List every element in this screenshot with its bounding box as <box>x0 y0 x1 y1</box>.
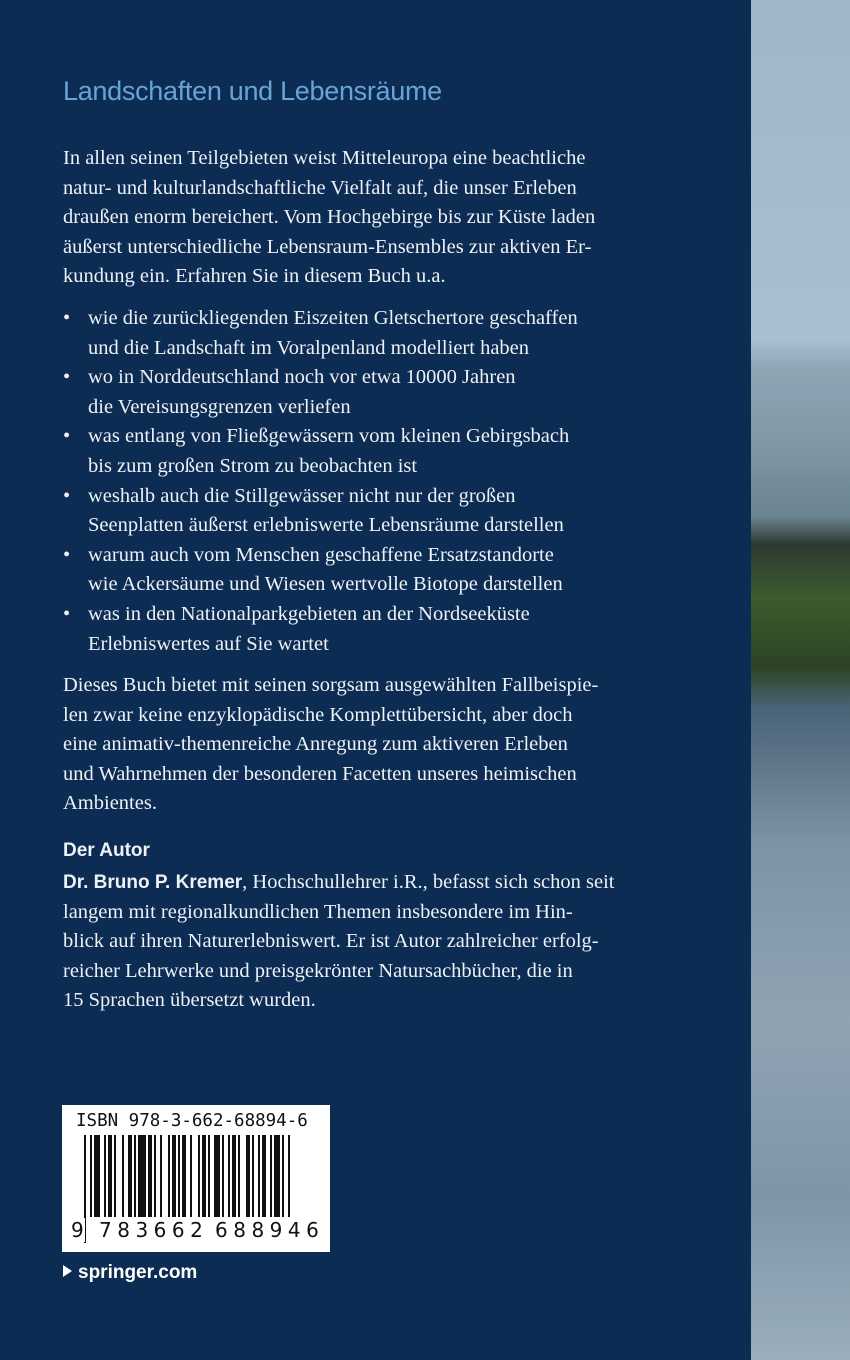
text-line: Seenplatten äußerst erlebniswerte Lebensräume darstellen <box>88 514 564 537</box>
barcode-bar <box>228 1135 230 1217</box>
section-title: Landschaften und Lebensräume <box>63 76 442 106</box>
barcode-bar <box>232 1135 236 1217</box>
text-line: bis zum großen Strom zu beobachten ist <box>88 454 418 477</box>
springer-link-label: springer.com <box>78 1262 198 1283</box>
text-line: natur- und kulturlandschaftliche Vielfalt auf, die unser Erleben <box>63 176 577 199</box>
bullet-list <box>63 304 578 659</box>
text-line: Ambientes. <box>63 792 157 815</box>
text-line: 15 Sprachen übersetzt wurden. <box>63 989 316 1012</box>
barcode-bar <box>190 1135 192 1217</box>
text-line: eine animativ-themenreiche Anregung zum aktiveren Erleben <box>63 733 568 756</box>
barcode-bar <box>178 1135 180 1217</box>
text-line <box>63 868 615 898</box>
bullet-icon: • <box>63 543 71 566</box>
barcode-digits-left: 783662 <box>99 1218 209 1242</box>
barcode-bar <box>288 1135 290 1217</box>
bullet-icon: • <box>63 484 71 507</box>
bullet-icon: • <box>63 366 71 389</box>
barcode-bar <box>128 1135 132 1217</box>
barcode-bar <box>270 1135 272 1217</box>
barcode-bar <box>282 1135 284 1217</box>
barcode-bar <box>262 1135 266 1217</box>
list-item <box>63 363 578 422</box>
bullet-icon: • <box>63 307 71 329</box>
barcode-bar <box>238 1135 240 1217</box>
text-line: weshalb auch die Stillgewässer nicht nur der großen <box>88 484 516 507</box>
text-line: In allen seinen Teilgebieten weist Mitteleuropa eine beachtliche <box>63 147 586 169</box>
text-line: und die Landschaft im Voralpenland modelliert haben <box>88 336 530 359</box>
text-line: wie die zurückliegenden Eiszeiten Gletschertore geschaffen <box>88 307 578 329</box>
list-item <box>63 600 578 659</box>
barcode-bar <box>148 1135 152 1217</box>
arrow-right-icon <box>63 1265 72 1277</box>
barcode-bar <box>208 1135 210 1217</box>
barcode-bar <box>122 1135 124 1217</box>
text-line: äußerst unterschiedliche Lebensraum-Ensembles zur aktiven Er- <box>63 235 592 258</box>
barcode-bar <box>108 1135 112 1217</box>
list-item <box>63 541 578 600</box>
text-line: len zwar keine enzyklopädische Komplettübersicht, aber doch <box>63 703 573 726</box>
barcode-bar <box>134 1135 136 1217</box>
isbn-barcode <box>62 1105 330 1252</box>
list-item <box>63 482 578 541</box>
landscape-photo-strip <box>751 0 850 1360</box>
barcode-bar <box>202 1135 206 1217</box>
barcode-bar <box>138 1135 146 1217</box>
text-line: kundung ein. Erfahren Sie in diesem Buch u.a. <box>63 265 446 288</box>
text-line: die Vereisungsgrenzen verliefen <box>88 395 351 418</box>
text-line: blick auf ihren Naturerlebniswert. Er ist Autor zahlreicher erfolg- <box>63 930 599 953</box>
text-line: und Wahrnehmen der besonderen Facetten unseres heimischen <box>63 762 577 785</box>
barcode-bar <box>172 1135 176 1217</box>
isbn-label: ISBN 978-3-662-68894-6 <box>76 1111 308 1131</box>
text-line: wie Ackersäume und Wiesen wertvolle Biotope darstellen <box>88 573 563 596</box>
list-item <box>63 422 578 481</box>
text-line: wo in Norddeutschland noch vor etwa 10000 Jahren <box>88 366 516 389</box>
barcode-bar <box>246 1135 250 1217</box>
text-line: langem mit regionalkundlichen Themen insbesondere im Hin- <box>63 900 573 923</box>
bullet-icon: • <box>63 425 71 448</box>
text-line: reicher Lehrwerke und preisgekrönter Natursachbücher, die in <box>63 959 573 982</box>
text-line: Erlebniswertes auf Sie wartet <box>88 632 329 655</box>
barcode-bar <box>90 1135 92 1217</box>
springer-link[interactable] <box>63 1262 197 1284</box>
text-line: draußen enorm bereichert. Vom Hochgebirge bis zur Küste laden <box>63 206 596 229</box>
barcode-bar <box>214 1135 220 1217</box>
barcode-bar <box>104 1135 106 1217</box>
list-item <box>63 304 578 363</box>
barcode-bar <box>222 1135 224 1217</box>
author-bio <box>63 868 615 1016</box>
barcode-bar <box>274 1135 280 1217</box>
barcode-bar <box>182 1135 186 1217</box>
text-line: warum auch vom Menschen geschaffene Ersatzstandorte <box>88 543 554 566</box>
text-line: was entlang von Fließgewässern vom kleinen Gebirgsbach <box>88 425 570 448</box>
author-name: Dr. Bruno P. Kremer <box>63 872 243 893</box>
barcode-digits-right: 688946 <box>215 1218 325 1242</box>
barcode-bar <box>160 1135 162 1217</box>
barcode-bar <box>94 1135 100 1217</box>
text-fragment: , Hochschullehrer i.R., befasst sich schon seit <box>242 871 615 893</box>
author-heading: Der Autor <box>63 840 150 861</box>
barcode-bar <box>258 1135 260 1217</box>
text-line: was in den Nationalparkgebieten an der Nordseeküste <box>88 602 530 625</box>
intro-paragraph <box>63 144 595 292</box>
barcode-bar <box>252 1135 254 1217</box>
closing-paragraph <box>63 671 598 819</box>
barcode-bar <box>198 1135 200 1217</box>
text-line: Dieses Buch bietet mit seinen sorgsam ausgewählten Fallbeispie- <box>63 674 599 696</box>
barcode-digit-prefix: 9 <box>71 1218 84 1242</box>
barcode-bar <box>154 1135 156 1217</box>
barcode-bar <box>114 1135 116 1217</box>
barcode-bar <box>168 1135 170 1217</box>
bullet-icon: • <box>63 602 71 625</box>
